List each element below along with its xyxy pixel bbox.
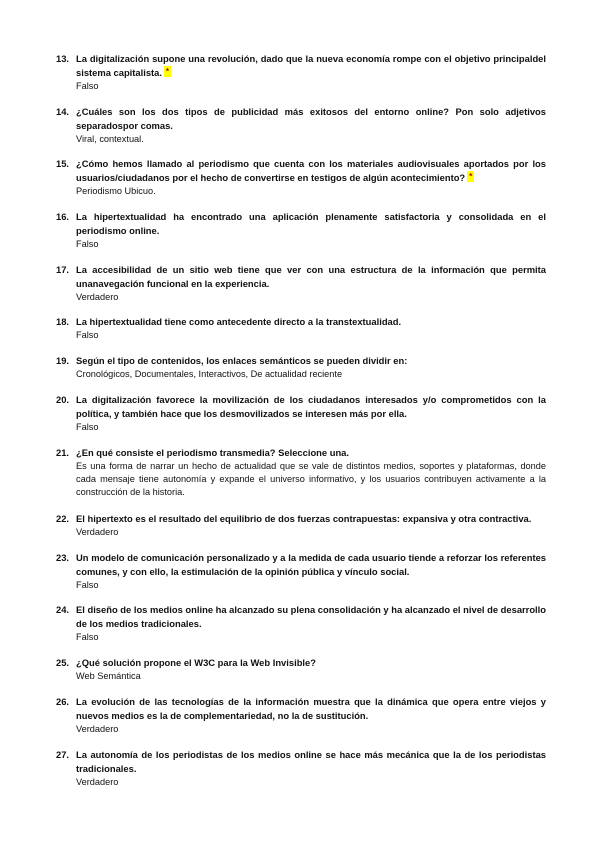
question-number: 17. xyxy=(56,264,70,275)
question-text: La accesibilidad de un sitio web tiene que ver con una estructura de la información que permita unanavegación funcional en la experiencia. xyxy=(76,264,546,289)
question-number: 16. xyxy=(56,211,70,222)
question-text: ¿En qué consiste el periodismo transmedia? Seleccione una. xyxy=(76,447,349,458)
question-14 xyxy=(56,105,546,146)
question-text: La hipertextualidad ha encontrado una aplicación plenamente satisfactoria y consolidada en el periodismo online. xyxy=(76,211,546,236)
answer-text: Es una forma de narrar un hecho de actualidad que se vale de distintos medios, soportes y plataformas, donde cada mensaje tiene autonomía y expande el universo informativo, y los usuarios contribuyen activamente a la construcción de la historia. xyxy=(76,461,546,497)
question-text: La autonomía de los periodistas de los medios online se hace más mecánica que la de los periodistas tradicionales. xyxy=(76,749,546,774)
question-number: 13. xyxy=(56,53,70,64)
question-text: El hipertexto es el resultado del equilibrio de dos fuerzas contrapuestas: expansiva y otra contractiva. xyxy=(76,513,532,524)
question-number: 15. xyxy=(56,158,70,169)
question-22 xyxy=(56,512,546,539)
question-16 xyxy=(56,210,546,251)
question-text: ¿Cuáles son los dos tipos de publicidad más exitosos del entorno online? Pon solo adjetivos separadospor comas. xyxy=(76,106,546,131)
highlight-marker: * xyxy=(469,172,473,181)
question-number: 27. xyxy=(56,749,70,760)
question-number: 22. xyxy=(56,513,70,524)
answer-text: Web Semántica xyxy=(76,671,141,681)
question-13 xyxy=(56,52,546,93)
question-text: La hipertextualidad tiene como antecedente directo a la transtextualidad. xyxy=(76,316,402,327)
answer-text: Falso xyxy=(76,422,99,432)
question-text: La digitalización supone una revolución, dado que la nueva economía rompe con el objetivo principaldel sistema capitalista. * xyxy=(76,53,546,78)
question-text: El diseño de los medios online ha alcanzado su plena consolidación y ha alcanzado el nivel de desarrollo de los medios tradicionales. xyxy=(76,604,546,629)
answer-text: Cronológicos, Documentales, Interactivos, De actualidad reciente xyxy=(76,369,343,379)
answer-text: Verdadero xyxy=(76,724,119,734)
answer-text: Falso xyxy=(76,632,99,642)
question-15 xyxy=(56,157,546,198)
answer-text: Periodismo Ubicuo. xyxy=(76,186,156,196)
question-19 xyxy=(56,354,546,381)
question-21 xyxy=(56,446,546,499)
answer-text: Falso xyxy=(76,330,99,340)
question-23 xyxy=(56,551,546,592)
answer-text: Verdadero xyxy=(76,292,119,302)
question-27 xyxy=(56,748,546,789)
question-text: Un modelo de comunicación personalizado y a la medida de cada usuario tiende a reforzar los referentes comunes, y con ello, la estimulación de la opinión pública y vínculo social. xyxy=(76,552,546,577)
question-24 xyxy=(56,603,546,644)
question-17 xyxy=(56,263,546,304)
answer-text: Falso xyxy=(76,81,99,91)
question-18 xyxy=(56,315,546,342)
answer-text: Verdadero xyxy=(76,777,119,787)
answer-text: Falso xyxy=(76,580,99,590)
question-number: 26. xyxy=(56,696,70,707)
answer-text: Verdadero xyxy=(76,527,119,537)
question-text: La evolución de las tecnologías de la información muestra que la dinámica que opera entre viejos y nuevos medios es la de complementariedad, no la de sustitución. xyxy=(76,696,546,721)
answer-text: Viral, contextual. xyxy=(76,134,144,144)
question-text: Según el tipo de contenidos, los enlaces semánticos se pueden dividir en: xyxy=(76,355,408,366)
question-text: La digitalización favorece la movilización de los ciudadanos interesados y/o comprometidos con la política, y también hace que los desmovilizados se interesen más por ella. xyxy=(76,394,546,419)
question-number: 14. xyxy=(56,106,70,117)
question-25 xyxy=(56,656,546,683)
highlight-marker: * xyxy=(165,67,170,76)
question-text: ¿Cómo hemos llamado al periodismo que cuenta con los materiales audiovisuales aportados por los usuarios/ciudadanos por el hecho de convertirse en testigos de algún acontecimiento? * xyxy=(76,158,546,183)
question-number: 25. xyxy=(56,657,70,668)
question-number: 23. xyxy=(56,552,70,563)
question-number: 19. xyxy=(56,355,70,366)
question-number: 24. xyxy=(56,604,70,615)
question-20 xyxy=(56,393,546,434)
answer-text: Falso xyxy=(76,239,99,249)
question-text: ¿Qué solución propone el W3C para la Web Invisible? xyxy=(76,657,316,668)
question-26 xyxy=(56,695,546,736)
question-number: 20. xyxy=(56,394,70,405)
question-number: 21. xyxy=(56,447,70,458)
question-number: 18. xyxy=(56,316,70,327)
